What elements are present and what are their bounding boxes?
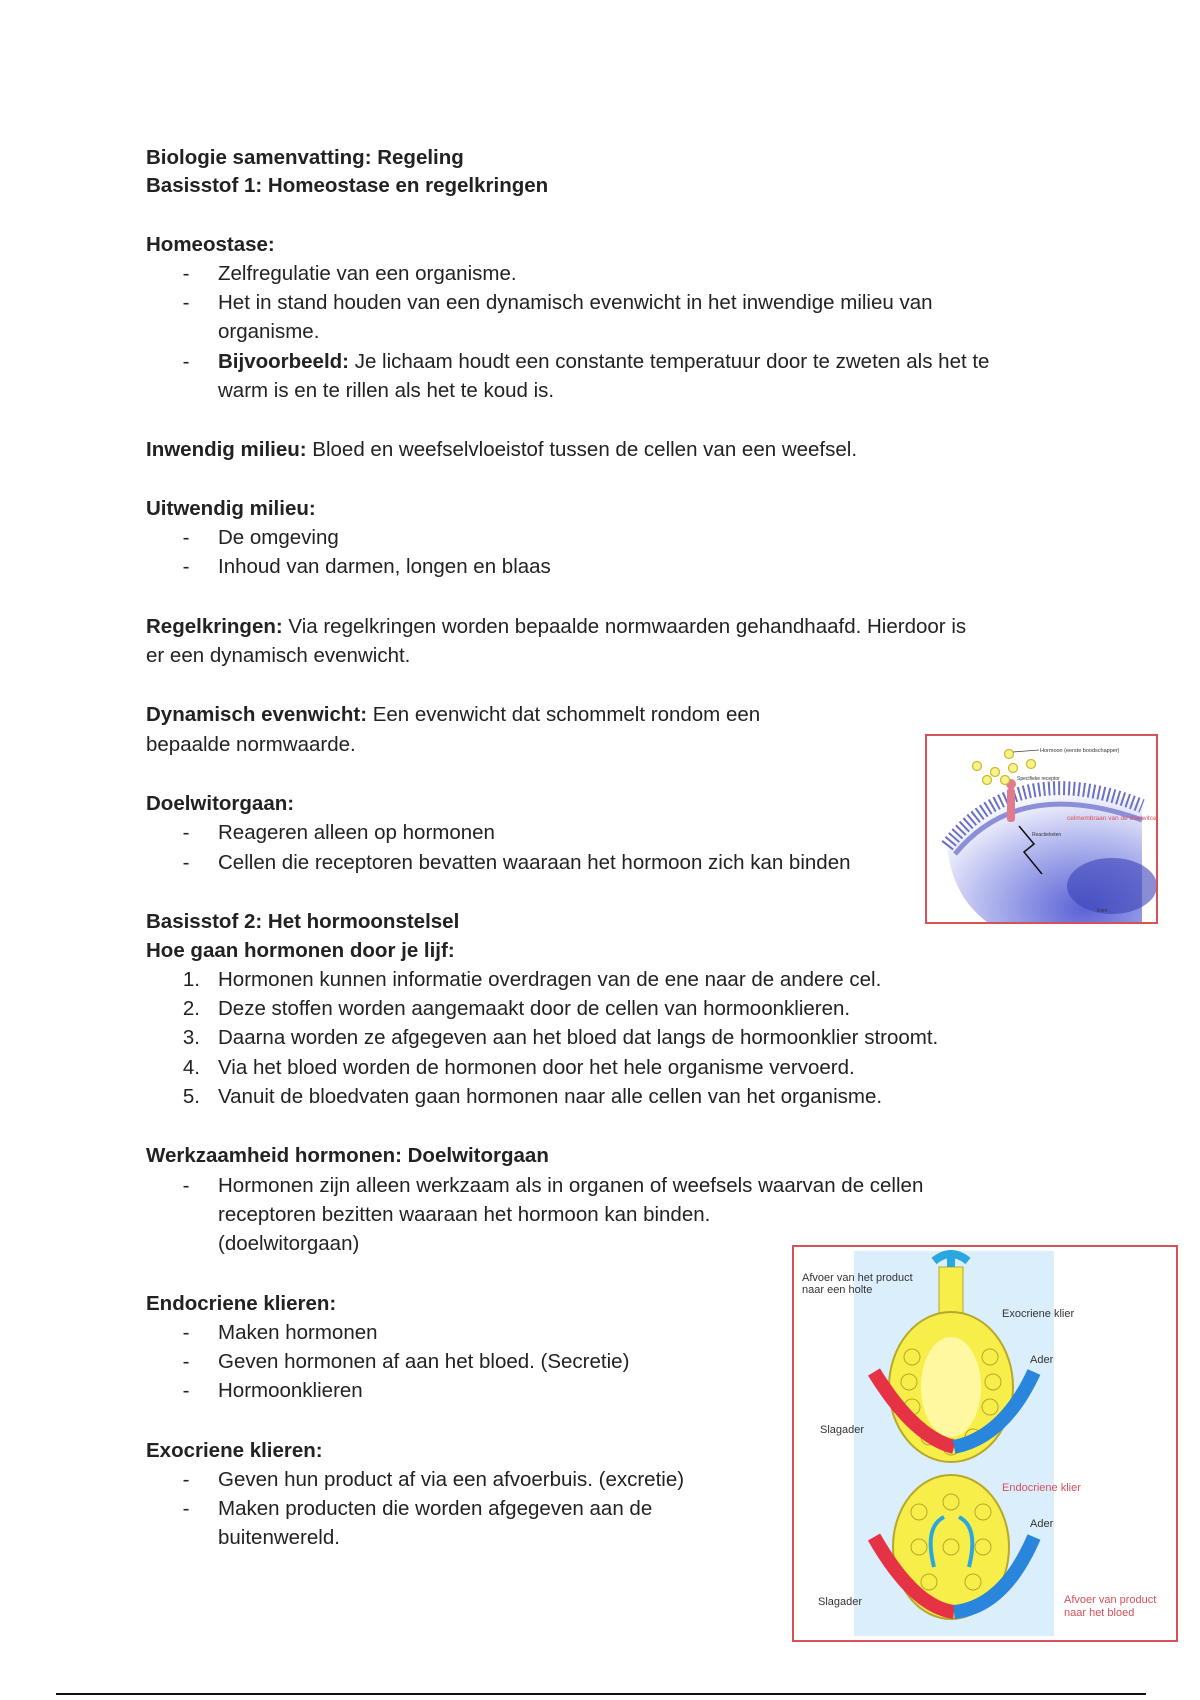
bullet: - <box>182 526 190 549</box>
list-item: Maken producten die worden afgegeven aan de <box>218 1497 653 1520</box>
list-item: Het in stand houden van een dynamisch evenwicht in het inwendige milieu van <box>218 291 933 314</box>
hormone-molecule <box>1027 760 1036 769</box>
list-item: Cellen die receptoren bevatten waaraan het hormoon zich kan binden <box>218 851 851 874</box>
numbered-item: Deze stoffen worden aangemaakt door de cellen van hormoonklieren. <box>218 997 851 1020</box>
definition: Via regelkringen worden bepaalde normwaarden gehandhaafd. Hierdoor is <box>288 615 967 638</box>
heading-doelwitorgaan: Doelwitorgaan: <box>146 792 295 815</box>
list-item: Geven hormonen af aan het bloed. (Secretie) <box>218 1350 630 1373</box>
label-kern: Kern <box>1097 908 1108 914</box>
definition-inwendig-milieu <box>146 436 857 464</box>
definition: Een evenwicht dat schommelt rondom een <box>372 703 761 726</box>
receptor-shape <box>1007 788 1015 822</box>
list-item-continuation: organisme. <box>218 320 320 343</box>
list-number: 1. <box>182 968 200 991</box>
bullet: - <box>182 1321 190 1344</box>
example-text: Je lichaam houdt een constante temperatuur door te zweten als het te <box>354 350 990 373</box>
label-membraan: celmembraan van de doelwitcel <box>1067 815 1156 822</box>
hormone-molecule <box>1005 750 1014 759</box>
label-afvoer-bloed-line2: naar het bloed <box>1064 1607 1135 1619</box>
heading-werkzaamheid: Werkzaamheid hormonen: Doelwitorgaan <box>146 1144 549 1167</box>
label-hormoon: Hormoon (eerste boodschapper) <box>1040 748 1120 754</box>
numbered-item: Hormonen kunnen informatie overdragen van de ene naar de andere cel. <box>218 968 882 991</box>
label-afvoer-holte-line2: naar een holte <box>802 1284 873 1296</box>
bullet: - <box>182 350 190 373</box>
definition-continuation: er een dynamisch evenwicht. <box>146 644 411 667</box>
list-item-continuation: receptoren bezitten waaraan het hormoon kan binden. <box>218 1203 711 1226</box>
list-item: Reageren alleen op hormonen <box>218 821 495 844</box>
document-title: Biologie samenvatting: Regeling <box>146 146 464 169</box>
page-divider <box>56 1693 1146 1695</box>
list-number: 3. <box>182 1026 200 1049</box>
bullet: - <box>182 851 190 874</box>
label-slagader: Slagader <box>820 1424 865 1436</box>
definition: Bloed en weefselvloeistof tussen de cellen van een weefsel. <box>312 438 858 461</box>
list-item: Inhoud van darmen, longen en blaas <box>218 555 551 578</box>
section-title-basisstof1: Basisstof 1: Homeostase en regelkringen <box>146 174 549 197</box>
list-item: Geven hun product af via een afvoerbuis. (excretie) <box>218 1468 685 1491</box>
definition-regelkringen <box>146 613 966 641</box>
list-item-continuation: (doelwitorgaan) <box>218 1232 360 1255</box>
subheading-hormonen-lijf: Hoe gaan hormonen door je lijf: <box>146 939 455 962</box>
hormone-molecule <box>983 776 992 785</box>
section-title-basisstof2: Basisstof 2: Het hormoonstelsel <box>146 910 460 933</box>
bullet: - <box>182 555 190 578</box>
label-afvoer-bloed: Afvoer van product <box>1064 1594 1157 1606</box>
bullet: - <box>182 821 190 844</box>
bullet: - <box>182 1174 190 1197</box>
heading-endocriene-klieren: Endocriene klieren: <box>146 1292 337 1315</box>
gland-diagram <box>794 1247 1176 1640</box>
list-item <box>218 348 989 376</box>
numbered-item: Daarna worden ze afgegeven aan het bloed dat langs de hormoonklier stroomt. <box>218 1026 939 1049</box>
list-item-continuation: buitenwereld. <box>218 1526 340 1549</box>
bullet: - <box>182 291 190 314</box>
heading-uitwendig-milieu: Uitwendig milieu: <box>146 497 316 520</box>
label-leader <box>1013 750 1039 752</box>
list-number: 2. <box>182 997 200 1020</box>
list-number: 4. <box>182 1056 200 1079</box>
label-slagader-2: Slagader <box>818 1596 863 1608</box>
bullet: - <box>182 1468 190 1491</box>
bullet: - <box>182 1350 190 1373</box>
nucleus <box>1067 858 1156 914</box>
bullet: - <box>182 262 190 285</box>
label-reactieketen: Reactieketen <box>1032 832 1062 838</box>
hormone-molecule <box>1001 776 1010 785</box>
list-item: Hormonen zijn alleen werkzaam als in organen of weefsels waarvan de cellen <box>218 1174 924 1197</box>
list-item: De omgeving <box>218 526 339 549</box>
list-item: Hormoonklieren <box>218 1379 363 1402</box>
label-receptor: Specifieke receptor <box>1017 776 1060 782</box>
list-item: Zelfregulatie van een organisme. <box>218 262 517 285</box>
list-item: Maken hormonen <box>218 1321 378 1344</box>
list-number: 5. <box>182 1085 200 1108</box>
label-exocriene-klier: Exocriene klier <box>1002 1308 1075 1320</box>
numbered-item: Vanuit de bloedvaten gaan hormonen naar alle cellen van het organisme. <box>218 1085 883 1108</box>
hormone-molecule <box>973 762 982 771</box>
heading-homeostase: Homeostase: <box>146 233 275 256</box>
term: Regelkringen: <box>146 615 283 638</box>
gland-lumen <box>921 1337 981 1437</box>
label-ader-2: Ader <box>1030 1518 1054 1530</box>
example-label: Bijvoorbeeld: <box>218 350 349 373</box>
definition-continuation: bepaalde normwaarde. <box>146 733 356 756</box>
list-item-continuation: warm is en te rillen als het te koud is. <box>218 379 555 402</box>
definition-dynamisch-evenwicht <box>146 701 760 729</box>
term: Dynamisch evenwicht: <box>146 703 368 726</box>
membrane-diagram <box>927 736 1156 922</box>
bullet: - <box>182 1497 190 1520</box>
gland-diagram-figure <box>792 1245 1178 1642</box>
hormone-molecule <box>991 768 1000 777</box>
cell-membrane-receptor-figure <box>925 734 1158 924</box>
bullet: - <box>182 1379 190 1402</box>
label-ader: Ader <box>1030 1354 1054 1366</box>
hormone-molecule <box>1009 764 1018 773</box>
term: Inwendig milieu: <box>146 438 307 461</box>
label-afvoer-holte: Afvoer van het product <box>802 1272 913 1284</box>
label-endocriene-klier: Endocriene klier <box>1002 1482 1081 1494</box>
numbered-item: Via het bloed worden de hormonen door het hele organisme vervoerd. <box>218 1056 855 1079</box>
heading-exocriene-klieren: Exocriene klieren: <box>146 1439 323 1462</box>
